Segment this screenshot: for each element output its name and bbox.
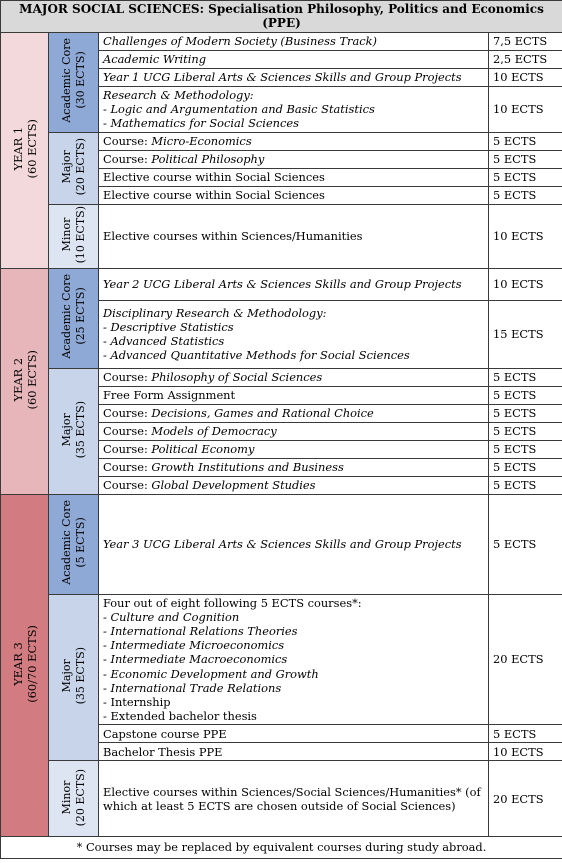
course-ects: 5 ECTS xyxy=(489,476,562,494)
course-name xyxy=(99,368,489,386)
course-name: Elective courses within Sciences/Social Sciences/Humanities* (of which at least 5 ECTS are chosen outside of Social Sciences) xyxy=(99,761,489,837)
course-ects: 15 ECTS xyxy=(489,300,562,368)
course-ects: 5 ECTS xyxy=(489,168,562,186)
course-prefix: Course: xyxy=(103,460,152,474)
course-name xyxy=(99,440,489,458)
course-ects: 20 ECTS xyxy=(489,761,562,837)
title-row xyxy=(1,1,562,33)
table-row xyxy=(1,204,562,268)
course-title: Political Economy xyxy=(151,442,255,456)
table-row xyxy=(1,368,562,386)
course-intro: Four out of eight following 5 ECTS courses*: xyxy=(103,595,362,610)
group-ects: (35 ECTS) xyxy=(73,647,87,705)
y1-major-label xyxy=(49,132,99,204)
course-prefix: Course: xyxy=(103,370,152,384)
course-ects: 10 ECTS xyxy=(489,268,562,300)
course-line: - Intermediate Macroeconomics xyxy=(103,652,288,667)
year-2-title: YEAR 2 xyxy=(10,357,25,402)
group-title: Minor xyxy=(59,780,73,815)
course-line: - Extended bachelor thesis xyxy=(103,709,257,724)
course-line: - Advanced Statistics xyxy=(103,334,225,349)
course-name xyxy=(99,300,489,368)
course-line: - Intermediate Microeconomics xyxy=(103,638,285,653)
course-ects: 10 ECTS xyxy=(489,743,562,761)
course-ects: 10 ECTS xyxy=(489,69,562,87)
year-3-ects: (60/70 ECTS) xyxy=(24,625,39,703)
course-name xyxy=(99,150,489,168)
y2-major-label xyxy=(49,368,99,494)
course-title: Global Development Studies xyxy=(151,478,316,492)
course-ects: 5 ECTS xyxy=(489,494,562,594)
course-ects: 5 ECTS xyxy=(489,725,562,743)
group-ects: (10 ECTS) xyxy=(73,205,87,264)
course-ects: 5 ECTS xyxy=(489,458,562,476)
course-prefix: Course: xyxy=(103,424,152,438)
course-name: Academic Writing xyxy=(99,51,489,69)
course-prefix: Course: xyxy=(103,134,152,148)
y1-academic-core-label xyxy=(49,33,99,133)
course-prefix: Course: xyxy=(103,152,152,166)
course-name: Elective course within Social Sciences xyxy=(99,168,489,186)
y3-minor-label xyxy=(49,761,99,837)
table-row xyxy=(1,33,562,51)
group-title: Minor xyxy=(59,217,73,252)
course-title: Political Philosophy xyxy=(151,152,265,166)
course-line: - Economic Development and Growth xyxy=(103,666,319,681)
course-line: - Mathematics for Social Sciences xyxy=(103,116,299,131)
course-title: Decisions, Games and Rational Choice xyxy=(151,406,374,420)
course-name xyxy=(99,594,489,725)
course-name xyxy=(99,132,489,150)
y3-major-label xyxy=(49,594,99,761)
course-ects: 5 ECTS xyxy=(489,422,562,440)
footnote-row xyxy=(1,837,562,858)
group-ects: (30 ECTS) xyxy=(73,52,87,110)
group-title: Academic Core xyxy=(59,38,73,124)
course-name: Challenges of Modern Society (Business Track) xyxy=(99,33,489,51)
course-title: Micro-Economics xyxy=(151,134,252,148)
course-line: - Culture and Cognition xyxy=(103,609,240,624)
course-ects: 10 ECTS xyxy=(489,87,562,133)
group-ects: (35 ECTS) xyxy=(73,400,87,459)
y3-academic-core-label xyxy=(49,494,99,594)
course-line: - Advanced Quantitative Methods for Social Sciences xyxy=(103,348,410,363)
course-ects: 20 ECTS xyxy=(489,594,562,725)
course-ects: 5 ECTS xyxy=(489,404,562,422)
course-line: - International Relations Theories xyxy=(103,624,298,639)
course-name: Capstone course PPE xyxy=(99,725,489,743)
course-name xyxy=(99,87,489,133)
course-ects: 5 ECTS xyxy=(489,440,562,458)
table-row xyxy=(1,761,562,837)
table-row xyxy=(1,594,562,725)
course-ects: 2,5 ECTS xyxy=(489,51,562,69)
group-ects: (20 ECTS) xyxy=(73,137,87,196)
y2-academic-core-label xyxy=(49,268,99,368)
course-ects: 10 ECTS xyxy=(489,204,562,268)
course-name: Bachelor Thesis PPE xyxy=(99,743,489,761)
course-ects: 5 ECTS xyxy=(489,150,562,168)
group-title: Major xyxy=(59,412,73,447)
footnote: * Courses may be replaced by equivalent courses during study abroad. xyxy=(1,837,562,858)
group-ects: (25 ECTS) xyxy=(73,287,87,346)
course-name: Year 3 UCG Liberal Arts & Sciences Skills and Group Projects xyxy=(99,494,489,594)
group-title: Major xyxy=(59,659,73,693)
course-line: - Logic and Argumentation and Basic Statistics xyxy=(103,102,375,117)
year-3-title: YEAR 3 xyxy=(10,642,25,686)
course-name: Elective course within Social Sciences xyxy=(99,186,489,204)
year-1-title: YEAR 1 xyxy=(10,126,25,171)
group-title: Major xyxy=(59,149,73,184)
table-title: MAJOR SOCIAL SCIENCES: Specialisation Philosophy, Politics and Economics (PPE) xyxy=(1,1,562,33)
table-row xyxy=(1,268,562,300)
course-ects: 5 ECTS xyxy=(489,386,562,404)
course-name: Year 1 UCG Liberal Arts & Sciences Skills and Group Projects xyxy=(99,69,489,87)
course-line: Disciplinary Research & Methodology: xyxy=(103,305,327,320)
course-line: Research & Methodology: xyxy=(103,88,254,102)
course-title: Philosophy of Social Sciences xyxy=(151,370,323,384)
course-name xyxy=(99,458,489,476)
course-name xyxy=(99,476,489,494)
year-1-label xyxy=(1,33,49,269)
group-title: Academic Core xyxy=(59,274,73,359)
course-prefix: Course: xyxy=(103,478,152,492)
y1-minor-label xyxy=(49,204,99,268)
course-ects: 7,5 ECTS xyxy=(489,33,562,51)
table-row xyxy=(1,132,562,150)
year-2-label xyxy=(1,268,49,494)
table-row xyxy=(1,494,562,594)
group-ects: (5 ECTS) xyxy=(73,517,87,568)
course-title: Growth Institutions and Business xyxy=(151,460,344,474)
year-3-label xyxy=(1,494,49,837)
course-prefix: Course: xyxy=(103,406,152,420)
course-name xyxy=(99,422,489,440)
course-ects: 5 ECTS xyxy=(489,132,562,150)
year-1-ects: (60 ECTS) xyxy=(24,118,39,179)
course-prefix: Course: xyxy=(103,442,152,456)
course-title: Models of Democracy xyxy=(151,424,277,438)
course-name: Year 2 UCG Liberal Arts & Sciences Skills and Group Projects xyxy=(99,268,489,300)
course-line: - Internship xyxy=(103,695,171,710)
course-name: Elective courses within Sciences/Humanities xyxy=(99,204,489,268)
course-line: - Descriptive Statistics xyxy=(103,319,234,334)
course-ects: 5 ECTS xyxy=(489,186,562,204)
group-title: Academic Core xyxy=(59,500,73,585)
group-ects: (20 ECTS) xyxy=(73,768,87,827)
year-2-ects: (60 ECTS) xyxy=(24,349,39,410)
course-name: Free Form Assignment xyxy=(99,386,489,404)
course-name xyxy=(99,404,489,422)
course-line: - International Trade Relations xyxy=(103,680,282,695)
course-ects: 5 ECTS xyxy=(489,368,562,386)
